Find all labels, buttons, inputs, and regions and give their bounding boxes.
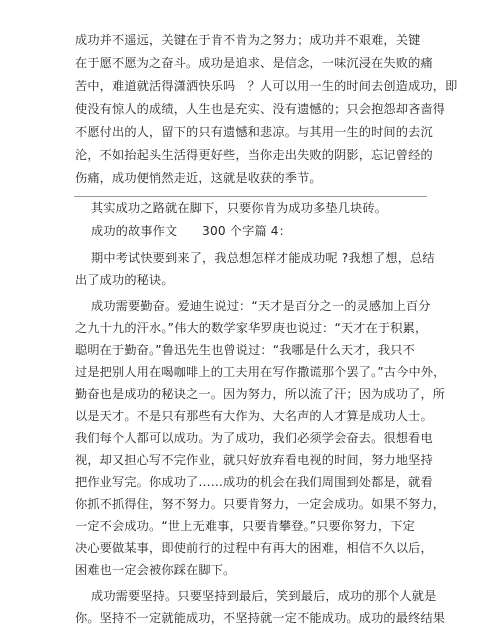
text-line: 在于愿不愿为之奋斗。成功是追求、是信念，一味沉浸在失败的痛 (75, 56, 433, 70)
text-line: 以是天才。不是只有那些有大作为、大名声的人才算是成功人士。 (75, 409, 433, 423)
text-line: 勤奋也是成功的秘诀之一。因为努力，所以流了汗；因为成功了，所 (75, 387, 446, 401)
text-line: 苦中，难道就活得潇洒快乐吗 ？人可以用一生的时间去创造成功，即 (75, 79, 458, 93)
text-line: 伤痛，成功便悄然走近，这就是收获的季节。 (75, 171, 322, 185)
section-divider (74, 196, 427, 197)
text-line: 聪明在于勤奋。”鲁迅先生也曾说过：“我哪是什么天才，我只不 (75, 343, 415, 357)
text-line: 其实成功之路就在脚下，只要你肯为成功多垫几块砖。 (91, 201, 388, 215)
text-line: 期中考试快要到来了，我总想怎样才能成功呢 ?我想了想，总结 (91, 251, 435, 265)
text-line: 成功需要坚持。只要坚持到最后，笑到最后，成功的那个人就是 (91, 589, 437, 603)
text-line: 过是把别人用在喝咖啡上的工夫用在写作撒谎那个罢了。”古今中外， (75, 365, 446, 379)
text-line: 把作业写完。你成功了……成功的机会在我们周围到处都是，就看 (75, 475, 433, 489)
text-line: 你。坚持不一定就能成功，不坚持就一定不能成功。成功的最终结果 (75, 611, 446, 625)
text-line: 一定不会成功。“世上无难事，只要肯攀登。”只要你努力，下定 (75, 519, 415, 533)
text-line: 之九十九的汗水。”伟大的数学家华罗庚也说过：“天才在于积累， (75, 321, 428, 335)
text-line: 视，却又担心写不完作业，就只好放弃看电视的时间，努力地坚持 (75, 453, 433, 467)
text-line: 出了成功的秘诀。 (75, 273, 174, 287)
section-heading: 成功的故事作文 300 个字篇 4： (91, 224, 292, 238)
text-line: 我们每个人都可以成功。为了成功，我们必须学会奋去。很想看电 (75, 431, 433, 445)
text-line: 使没有惊人的成绩，人生也是充实、没有遗憾的；只会抱怨却吝啬得 (75, 102, 446, 116)
text-line: 不愿付出的人，留下的只有遗憾和悲凉。与其用一生的时间的去沉 (75, 125, 433, 139)
text-line: 成功需要勤奋。爱迪生说过：“天才是百分之一的灵感加上百分 (91, 299, 431, 313)
text-line: 决心要做某事，即使前行的过程中有再大的困难，相信不久以后， (75, 541, 433, 555)
text-line: 沦，不如抬起头生活得更好些，当你走出失败的阴影，忘记曾经的 (75, 148, 433, 162)
text-line: 你抓不抓得住，努不努力。只要肯努力，一定会成功。如果不努力， (75, 497, 446, 511)
text-line: 成功并不遥远，关键在于肯不肯为之努力；成功并不艰难，关键 (75, 33, 421, 47)
text-line: 困难也一定会被你踩在脚下。 (75, 563, 236, 577)
